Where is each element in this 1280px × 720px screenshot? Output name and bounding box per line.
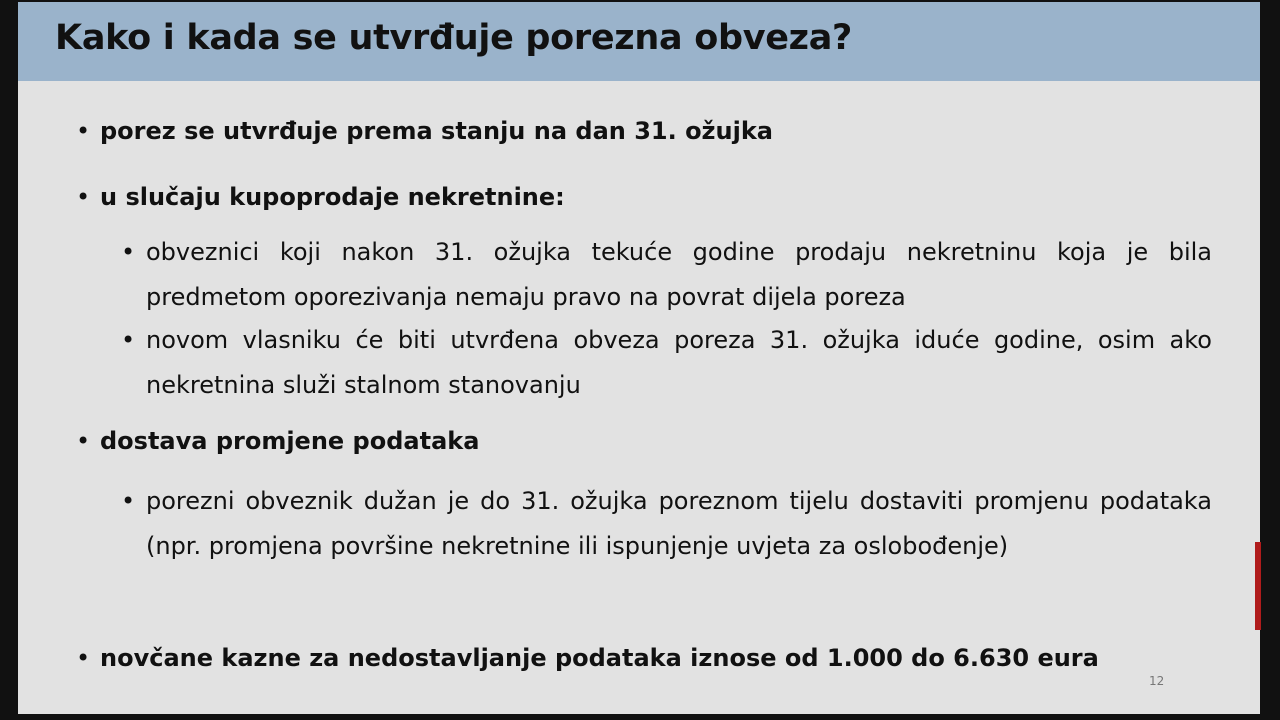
bullet-item: dostava promjene podataka bbox=[100, 427, 480, 455]
bullet-item: u slučaju kupoprodaje nekretnine: bbox=[100, 183, 565, 211]
sub-bullet-dot: • bbox=[121, 326, 136, 354]
slide bbox=[18, 2, 1260, 714]
title-bar bbox=[18, 2, 1260, 81]
slide-title: Kako i kada se utvrđuje porezna obveza? bbox=[55, 18, 853, 58]
sub-bullet-item: novom vlasniku će biti utvrđena obveza poreza 31. ožujka iduće godine, osim ako nekretnina služi stalnom stanovanju bbox=[146, 326, 1212, 399]
slide-number: 12 bbox=[1149, 674, 1165, 688]
sub-bullet-item: obveznici koji nakon 31. ožujka tekuće godine prodaju nekretninu koja je bila predmetom oporezivanja nemaju pravo na povrat dijela poreza bbox=[146, 238, 1212, 311]
bullet-item: porez se utvrđuje prema stanju na dan 31. ožujka bbox=[100, 117, 773, 145]
sub-bullet-dot: • bbox=[121, 238, 136, 266]
bullet-dot: • bbox=[76, 183, 91, 211]
bullet-dot: • bbox=[76, 117, 91, 145]
bullet-dot: • bbox=[76, 427, 91, 455]
sub-bullet-dot: • bbox=[121, 487, 136, 515]
bullet-dot: • bbox=[76, 644, 91, 672]
sub-bullet-item: porezni obveznik dužan je do 31. ožujka poreznom tijelu dostaviti promjenu podataka (npr. promjena površine nekretnine ili ispunjenje uvjeta za oslobođenje) bbox=[146, 487, 1212, 560]
accent-bar bbox=[1255, 542, 1261, 630]
bullet-item: novčane kazne za nedostavljanje podataka iznose od 1.000 do 6.630 eura bbox=[100, 644, 1099, 672]
